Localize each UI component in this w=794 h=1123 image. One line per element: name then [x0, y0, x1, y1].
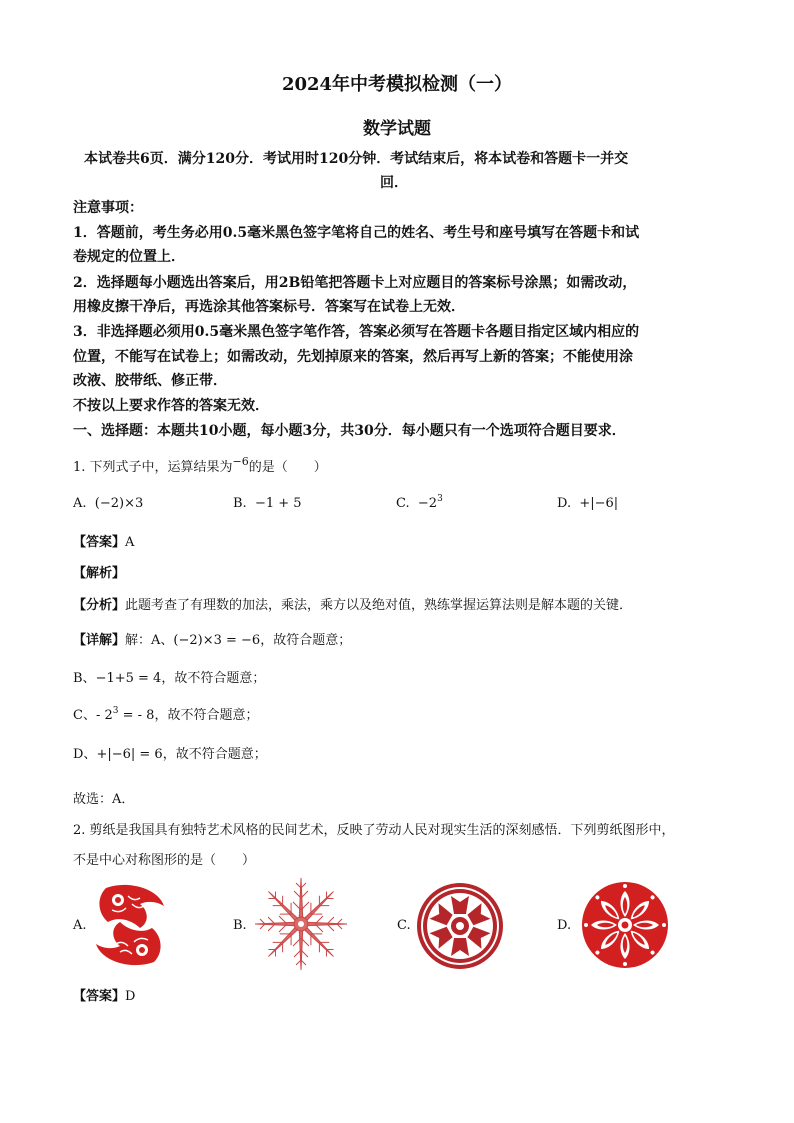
notice-closing: 不按以上要求作答的答案无效． — [73, 398, 269, 414]
q1-stem: 1. 下列式子中，运算结果为$^{-6}$的是（ ） — [73, 455, 327, 475]
q1-detail-d: D、+|−6| = 6，故不符合题意； — [73, 747, 267, 762]
q2-option-b-label: B. — [233, 918, 247, 933]
notice-item-2-line-2: 用橡皮擦干净后，再选涂其他答案标号．答案写在试卷上无效． — [73, 299, 465, 315]
q1-conclusion: 故选：A． — [73, 792, 135, 807]
q1-detail-c: C、- $2^3$ = - 8，故不符合题意； — [73, 706, 259, 723]
papercut-snowflake-image — [252, 876, 350, 972]
q2-stem-line-1: 2. 剪纸是我国具有独特艺术风格的民间艺术，反映了劳动人民对现实生活的深刻感悟．下列剪纸图形中， — [73, 823, 675, 838]
intro-line-2: 回． — [380, 175, 408, 191]
notice-heading: 注意事项： — [73, 200, 143, 216]
q1-option-b: B. −1 + 5 — [233, 496, 302, 511]
q2-option-d-label: D. — [557, 918, 572, 933]
notice-item-3-line-1: 3．非选择题必须用0.5毫米黑色签字笔作答，答案必须写在答题卡各题目指定区域内相应的 — [73, 324, 640, 340]
q2-answer: 【答案】D — [73, 989, 136, 1004]
section-1-heading: 一、选择题：本题共10小题，每小题3分，共30分．每小题只有一个选项符合题目要求． — [73, 423, 626, 439]
q1-detail-b: B、−1+5 = 4，故不符合题意； — [73, 671, 266, 686]
intro-line-1: 本试卷共6页．满分120分．考试用时120分钟．考试结束后，将本试卷和答题卡一并交 — [84, 151, 629, 167]
q1-detail-a: 【详解】解：A、(−2)×3 = −6，故符合题意； — [73, 633, 352, 648]
q1-answer: 【答案】A — [73, 535, 135, 550]
exam-subtitle: 数学试题 — [363, 119, 431, 139]
q2-stem-line-2: 不是中心对称图形的是（ ） — [73, 853, 256, 868]
notice-item-1-line-1: 1．答题前，考生务必用0.5毫米黑色签字笔将自己的姓名、考生号和座号填写在答题卡和试 — [73, 225, 640, 241]
q1-jiexi: 【解析】 — [73, 566, 126, 581]
q2-option-a-label: A. — [73, 918, 87, 933]
q2-option-c-label: C. — [397, 918, 411, 933]
q1-option-a: A. (−2)×3 — [73, 496, 144, 511]
q1-option-d: D. +|−6| — [557, 496, 619, 511]
notice-item-3-line-2: 位置，不能写在试卷上；如需改动，先划掉原来的答案，然后再写上新的答案；不能使用涂 — [73, 349, 633, 365]
papercut-flower-image — [581, 881, 669, 969]
notice-item-2-line-1: 2．选择题每小题选出答案后，用2B铅笔把答题卡上对应题目的答案标号涂黑；如需改动， — [73, 275, 637, 291]
q1-option-c: C. $-2^3$ — [396, 494, 443, 511]
notice-item-1-line-2: 卷规定的位置上． — [73, 249, 185, 265]
papercut-ring-image — [416, 882, 504, 970]
notice-item-3-line-3: 改液、胶带纸、修正带． — [73, 373, 227, 389]
q1-analysis: 【分析】此题考查了有理数的加法，乘法，乘方以及绝对值，熟练掌握运算法则是解本题的关键． — [73, 598, 633, 613]
exam-title: 2024年中考模拟检测（一） — [281, 74, 513, 95]
papercut-fish-image — [88, 882, 172, 968]
